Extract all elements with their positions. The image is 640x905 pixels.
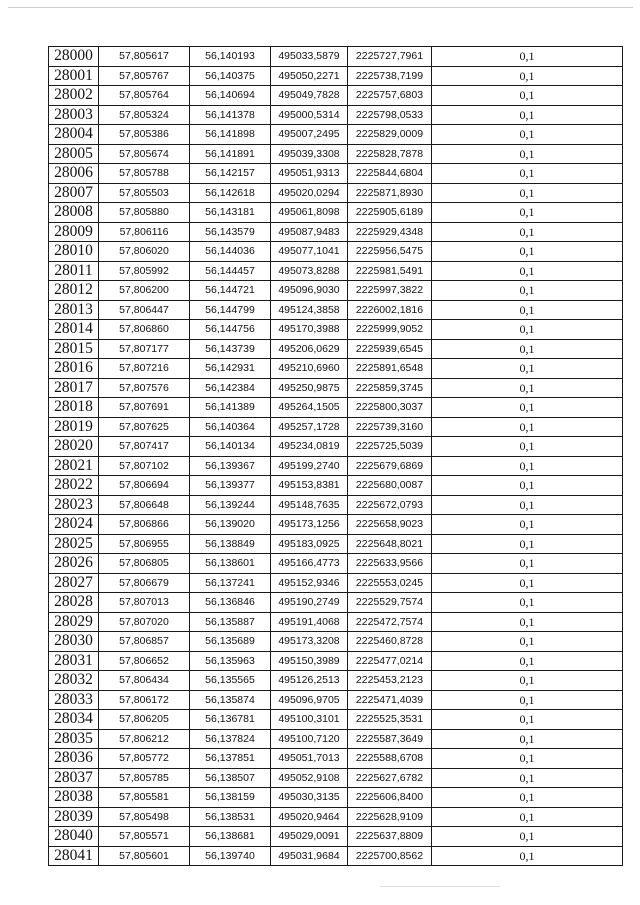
longitude-cell: 56,140694 [190,86,271,106]
y-coordinate-cell: 2225798,0533 [348,105,432,125]
y-coordinate-cell: 2225588,6708 [348,749,432,769]
point-number-cell: 28009 [49,222,99,242]
table-row [49,788,623,808]
point-number-cell: 28030 [49,632,99,652]
y-coordinate-cell: 2226002,1816 [348,300,432,320]
error-cell: 0,1 [432,827,623,847]
x-coordinate-cell: 495007,2495 [271,125,348,145]
error-cell: 0,1 [432,417,623,437]
latitude-cell: 57,807177 [99,339,190,359]
y-coordinate-cell: 2225477,0214 [348,651,432,671]
latitude-cell: 57,806860 [99,320,190,340]
y-coordinate-cell: 2225679,6869 [348,456,432,476]
x-coordinate-cell: 495183,0925 [271,534,348,554]
x-coordinate-cell: 495190,2749 [271,593,348,613]
longitude-cell: 56,142931 [190,359,271,379]
latitude-cell: 57,806805 [99,554,190,574]
latitude-cell: 57,806955 [99,534,190,554]
latitude-cell: 57,806200 [99,281,190,301]
table-row [49,554,623,574]
error-cell: 0,1 [432,456,623,476]
point-number-cell: 28007 [49,183,99,203]
longitude-cell: 56,137241 [190,573,271,593]
x-coordinate-cell: 495100,7120 [271,729,348,749]
error-cell: 0,1 [432,222,623,242]
x-coordinate-cell: 495234,0819 [271,437,348,457]
table-row [49,339,623,359]
y-coordinate-cell: 2225525,3531 [348,710,432,730]
error-cell: 0,1 [432,144,623,164]
error-cell: 0,1 [432,807,623,827]
table-row [49,476,623,496]
x-coordinate-cell: 495096,9705 [271,690,348,710]
latitude-cell: 57,806172 [99,690,190,710]
longitude-cell: 56,138159 [190,788,271,808]
longitude-cell: 56,138507 [190,768,271,788]
x-coordinate-cell: 495170,3988 [271,320,348,340]
longitude-cell: 56,139244 [190,495,271,515]
longitude-cell: 56,138531 [190,807,271,827]
latitude-cell: 57,805788 [99,164,190,184]
longitude-cell: 56,136781 [190,710,271,730]
point-number-cell: 28013 [49,300,99,320]
longitude-cell: 56,137824 [190,729,271,749]
point-number-cell: 28027 [49,573,99,593]
table-row [49,47,623,67]
x-coordinate-cell: 495031,9684 [271,846,348,866]
y-coordinate-cell: 2225738,7199 [348,66,432,86]
error-cell: 0,1 [432,66,623,86]
latitude-cell: 57,806020 [99,242,190,262]
error-cell: 0,1 [432,300,623,320]
point-number-cell: 28026 [49,554,99,574]
point-number-cell: 28025 [49,534,99,554]
longitude-cell: 56,139740 [190,846,271,866]
point-number-cell: 28028 [49,593,99,613]
longitude-cell: 56,141389 [190,398,271,418]
table-row [49,710,623,730]
x-coordinate-cell: 495250,9875 [271,378,348,398]
x-coordinate-cell: 495039,3308 [271,144,348,164]
x-coordinate-cell: 495100,3101 [271,710,348,730]
latitude-cell: 57,805571 [99,827,190,847]
table-row [49,281,623,301]
x-coordinate-cell: 495020,9464 [271,807,348,827]
error-cell: 0,1 [432,86,623,106]
latitude-cell: 57,807020 [99,612,190,632]
longitude-cell: 56,140193 [190,47,271,67]
longitude-cell: 56,144756 [190,320,271,340]
y-coordinate-cell: 2225553,0245 [348,573,432,593]
error-cell: 0,1 [432,671,623,691]
latitude-cell: 57,806857 [99,632,190,652]
table-row [49,495,623,515]
longitude-cell: 56,135963 [190,651,271,671]
latitude-cell: 57,806694 [99,476,190,496]
x-coordinate-cell: 495124,3858 [271,300,348,320]
error-cell: 0,1 [432,593,623,613]
y-coordinate-cell: 2225606,8400 [348,788,432,808]
table-row [49,164,623,184]
top-rule [8,7,633,8]
table-row [49,203,623,223]
point-number-cell: 28005 [49,144,99,164]
x-coordinate-cell: 495029,0091 [271,827,348,847]
coordinates-table [48,46,623,866]
x-coordinate-cell: 495210,6960 [271,359,348,379]
error-cell: 0,1 [432,437,623,457]
longitude-cell: 56,139377 [190,476,271,496]
y-coordinate-cell: 2225905,6189 [348,203,432,223]
point-number-cell: 28033 [49,690,99,710]
point-number-cell: 28003 [49,105,99,125]
latitude-cell: 57,805785 [99,768,190,788]
table-row [49,593,623,613]
table-row [49,66,623,86]
longitude-cell: 56,135689 [190,632,271,652]
x-coordinate-cell: 495077,1041 [271,242,348,262]
table-row [49,827,623,847]
longitude-cell: 56,141891 [190,144,271,164]
y-coordinate-cell: 2225633,9566 [348,554,432,574]
error-cell: 0,1 [432,125,623,145]
y-coordinate-cell: 2225725,5039 [348,437,432,457]
error-cell: 0,1 [432,203,623,223]
x-coordinate-cell: 495051,7013 [271,749,348,769]
y-coordinate-cell: 2225700,8562 [348,846,432,866]
latitude-cell: 57,805498 [99,807,190,827]
error-cell: 0,1 [432,534,623,554]
y-coordinate-cell: 2225829,0009 [348,125,432,145]
error-cell: 0,1 [432,495,623,515]
latitude-cell: 57,806866 [99,515,190,535]
latitude-cell: 57,805772 [99,749,190,769]
longitude-cell: 56,140375 [190,66,271,86]
longitude-cell: 56,141378 [190,105,271,125]
point-number-cell: 28031 [49,651,99,671]
table-row [49,261,623,281]
longitude-cell: 56,138849 [190,534,271,554]
latitude-cell: 57,805503 [99,183,190,203]
x-coordinate-cell: 495087,9483 [271,222,348,242]
latitude-cell: 57,805992 [99,261,190,281]
longitude-cell: 56,144721 [190,281,271,301]
table-row [49,768,623,788]
y-coordinate-cell: 2225460,8728 [348,632,432,652]
table-row [49,398,623,418]
latitude-cell: 57,807691 [99,398,190,418]
error-cell: 0,1 [432,281,623,301]
x-coordinate-cell: 495050,2271 [271,66,348,86]
table-row [49,534,623,554]
point-number-cell: 28041 [49,846,99,866]
longitude-cell: 56,143181 [190,203,271,223]
table-row [49,612,623,632]
table-row [49,105,623,125]
x-coordinate-cell: 495096,9030 [271,281,348,301]
y-coordinate-cell: 2225727,7961 [348,47,432,67]
y-coordinate-cell: 2225800,3037 [348,398,432,418]
error-cell: 0,1 [432,183,623,203]
longitude-cell: 56,142384 [190,378,271,398]
longitude-cell: 56,144799 [190,300,271,320]
y-coordinate-cell: 2225637,8809 [348,827,432,847]
table-row [49,222,623,242]
error-cell: 0,1 [432,359,623,379]
x-coordinate-cell: 495166,4773 [271,554,348,574]
error-cell: 0,1 [432,378,623,398]
error-cell: 0,1 [432,515,623,535]
y-coordinate-cell: 2225680,0087 [348,476,432,496]
longitude-cell: 56,135887 [190,612,271,632]
table-row [49,651,623,671]
table-row [49,573,623,593]
y-coordinate-cell: 2225453,2123 [348,671,432,691]
point-number-cell: 28037 [49,768,99,788]
latitude-cell: 57,806679 [99,573,190,593]
table-row [49,242,623,262]
longitude-cell: 56,137851 [190,749,271,769]
error-cell: 0,1 [432,846,623,866]
latitude-cell: 57,806434 [99,671,190,691]
table-row [49,378,623,398]
point-number-cell: 28021 [49,456,99,476]
x-coordinate-cell: 495049,7828 [271,86,348,106]
table-row [49,320,623,340]
y-coordinate-cell: 2225956,5475 [348,242,432,262]
y-coordinate-cell: 2225471,4039 [348,690,432,710]
error-cell: 0,1 [432,788,623,808]
x-coordinate-cell: 495000,5314 [271,105,348,125]
point-number-cell: 28029 [49,612,99,632]
point-number-cell: 28032 [49,671,99,691]
point-number-cell: 28036 [49,749,99,769]
table-row [49,749,623,769]
longitude-cell: 56,135874 [190,690,271,710]
latitude-cell: 57,806116 [99,222,190,242]
y-coordinate-cell: 2225844,6804 [348,164,432,184]
bottom-rule [380,886,500,887]
latitude-cell: 57,805601 [99,846,190,866]
point-number-cell: 28012 [49,281,99,301]
point-number-cell: 28015 [49,339,99,359]
latitude-cell: 57,805674 [99,144,190,164]
error-cell: 0,1 [432,749,623,769]
error-cell: 0,1 [432,710,623,730]
table-row [49,807,623,827]
point-number-cell: 28022 [49,476,99,496]
error-cell: 0,1 [432,398,623,418]
table-row [49,86,623,106]
longitude-cell: 56,142618 [190,183,271,203]
x-coordinate-cell: 495073,8288 [271,261,348,281]
y-coordinate-cell: 2225648,8021 [348,534,432,554]
point-number-cell: 28020 [49,437,99,457]
point-number-cell: 28011 [49,261,99,281]
point-number-cell: 28008 [49,203,99,223]
longitude-cell: 56,139367 [190,456,271,476]
table-row [49,515,623,535]
y-coordinate-cell: 2225472,7574 [348,612,432,632]
x-coordinate-cell: 495257,1728 [271,417,348,437]
point-number-cell: 28014 [49,320,99,340]
longitude-cell: 56,143579 [190,222,271,242]
error-cell: 0,1 [432,476,623,496]
x-coordinate-cell: 495051,9313 [271,164,348,184]
x-coordinate-cell: 495020,0294 [271,183,348,203]
table-row [49,690,623,710]
error-cell: 0,1 [432,164,623,184]
point-number-cell: 28000 [49,47,99,67]
point-number-cell: 28001 [49,66,99,86]
latitude-cell: 57,805324 [99,105,190,125]
point-number-cell: 28010 [49,242,99,262]
table-row [49,125,623,145]
point-number-cell: 28035 [49,729,99,749]
longitude-cell: 56,138681 [190,827,271,847]
table-row [49,183,623,203]
latitude-cell: 57,807102 [99,456,190,476]
longitude-cell: 56,140134 [190,437,271,457]
latitude-cell: 57,807216 [99,359,190,379]
point-number-cell: 28002 [49,86,99,106]
y-coordinate-cell: 2225529,7574 [348,593,432,613]
coordinates-table-body [49,47,623,866]
longitude-cell: 56,144457 [190,261,271,281]
point-number-cell: 28006 [49,164,99,184]
latitude-cell: 57,806648 [99,495,190,515]
y-coordinate-cell: 2225587,3649 [348,729,432,749]
y-coordinate-cell: 2225628,9109 [348,807,432,827]
table-row [49,417,623,437]
latitude-cell: 57,805581 [99,788,190,808]
error-cell: 0,1 [432,105,623,125]
error-cell: 0,1 [432,612,623,632]
longitude-cell: 56,135565 [190,671,271,691]
y-coordinate-cell: 2225739,3160 [348,417,432,437]
point-number-cell: 28024 [49,515,99,535]
y-coordinate-cell: 2225981,5491 [348,261,432,281]
longitude-cell: 56,138601 [190,554,271,574]
longitude-cell: 56,139020 [190,515,271,535]
x-coordinate-cell: 495173,3208 [271,632,348,652]
y-coordinate-cell: 2225939,6545 [348,339,432,359]
latitude-cell: 57,807576 [99,378,190,398]
error-cell: 0,1 [432,729,623,749]
table-row [49,729,623,749]
point-number-cell: 28038 [49,788,99,808]
longitude-cell: 56,141898 [190,125,271,145]
x-coordinate-cell: 495033,5879 [271,47,348,67]
x-coordinate-cell: 495264,1505 [271,398,348,418]
table-row [49,359,623,379]
latitude-cell: 57,807013 [99,593,190,613]
table-row [49,300,623,320]
x-coordinate-cell: 495191,4068 [271,612,348,632]
error-cell: 0,1 [432,261,623,281]
latitude-cell: 57,807417 [99,437,190,457]
point-number-cell: 28040 [49,827,99,847]
latitude-cell: 57,805767 [99,66,190,86]
latitude-cell: 57,805386 [99,125,190,145]
error-cell: 0,1 [432,320,623,340]
x-coordinate-cell: 495052,9108 [271,768,348,788]
error-cell: 0,1 [432,554,623,574]
y-coordinate-cell: 2225997,3822 [348,281,432,301]
longitude-cell: 56,136846 [190,593,271,613]
x-coordinate-cell: 495061,8098 [271,203,348,223]
point-number-cell: 28016 [49,359,99,379]
error-cell: 0,1 [432,690,623,710]
point-number-cell: 28017 [49,378,99,398]
point-number-cell: 28019 [49,417,99,437]
latitude-cell: 57,805880 [99,203,190,223]
latitude-cell: 57,805764 [99,86,190,106]
longitude-cell: 56,142157 [190,164,271,184]
table-row [49,456,623,476]
longitude-cell: 56,144036 [190,242,271,262]
x-coordinate-cell: 495150,3989 [271,651,348,671]
x-coordinate-cell: 495152,9346 [271,573,348,593]
point-number-cell: 28034 [49,710,99,730]
y-coordinate-cell: 2225658,9023 [348,515,432,535]
y-coordinate-cell: 2225757,6803 [348,86,432,106]
x-coordinate-cell: 495153,8381 [271,476,348,496]
y-coordinate-cell: 2225859,3745 [348,378,432,398]
point-number-cell: 28004 [49,125,99,145]
point-number-cell: 28018 [49,398,99,418]
y-coordinate-cell: 2225999,9052 [348,320,432,340]
table-row [49,144,623,164]
table-row [49,846,623,866]
error-cell: 0,1 [432,651,623,671]
x-coordinate-cell: 495173,1256 [271,515,348,535]
x-coordinate-cell: 495206,0629 [271,339,348,359]
x-coordinate-cell: 495030,3135 [271,788,348,808]
latitude-cell: 57,806205 [99,710,190,730]
latitude-cell: 57,806212 [99,729,190,749]
x-coordinate-cell: 495148,7635 [271,495,348,515]
longitude-cell: 56,143739 [190,339,271,359]
y-coordinate-cell: 2225891,6548 [348,359,432,379]
point-number-cell: 28039 [49,807,99,827]
error-cell: 0,1 [432,242,623,262]
latitude-cell: 57,807625 [99,417,190,437]
latitude-cell: 57,806652 [99,651,190,671]
y-coordinate-cell: 2225828,7878 [348,144,432,164]
error-cell: 0,1 [432,339,623,359]
point-number-cell: 28023 [49,495,99,515]
y-coordinate-cell: 2225929,4348 [348,222,432,242]
table-row [49,437,623,457]
y-coordinate-cell: 2225627,6782 [348,768,432,788]
error-cell: 0,1 [432,47,623,67]
x-coordinate-cell: 495199,2740 [271,456,348,476]
y-coordinate-cell: 2225672,0793 [348,495,432,515]
longitude-cell: 56,140364 [190,417,271,437]
latitude-cell: 57,806447 [99,300,190,320]
error-cell: 0,1 [432,573,623,593]
table-row [49,632,623,652]
x-coordinate-cell: 495126,2513 [271,671,348,691]
error-cell: 0,1 [432,632,623,652]
error-cell: 0,1 [432,768,623,788]
table-row [49,671,623,691]
latitude-cell: 57,805617 [99,47,190,67]
y-coordinate-cell: 2225871,8930 [348,183,432,203]
